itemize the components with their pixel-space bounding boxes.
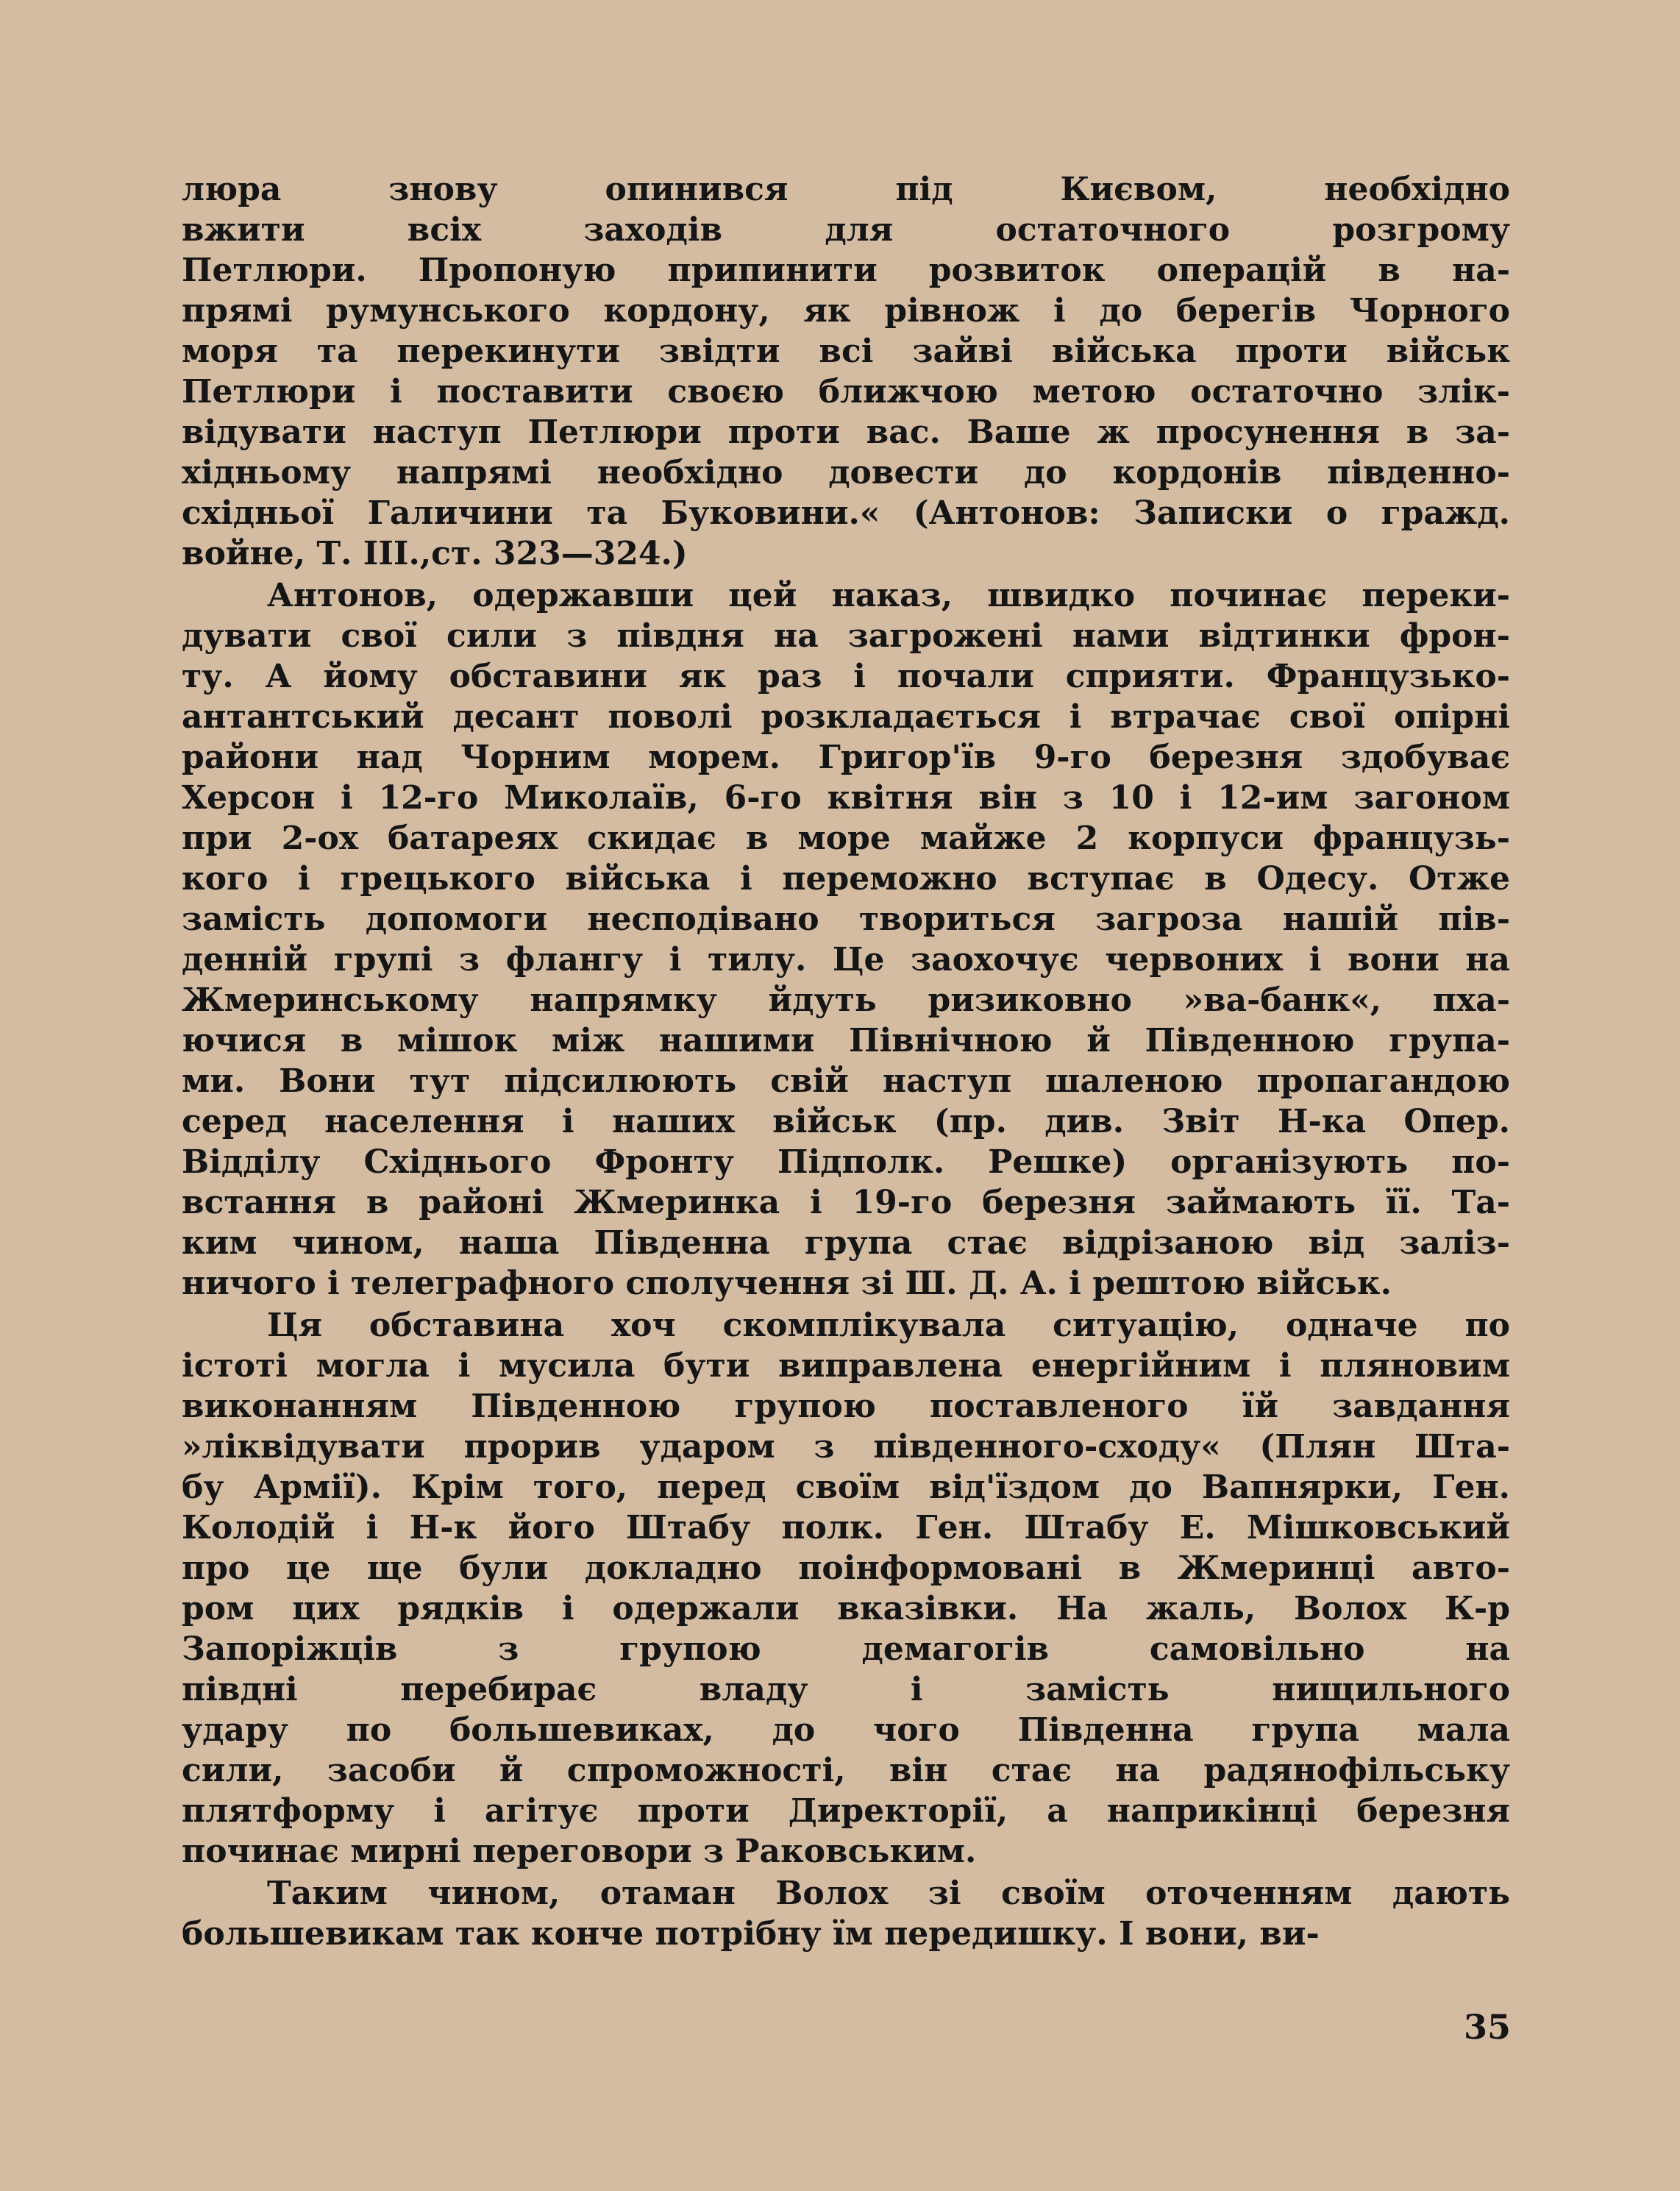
text-line: виконанням Південною групою поставленого їй завдання (182, 1388, 1510, 1425)
text-line: ничого і телеграфного сполучення зі Ш. Д. А. і рештою військ. (182, 1265, 1392, 1302)
text-line: ючися в мішок між нашими Північною й Південною група- (182, 1022, 1510, 1059)
text-line: вжити всіх заходів для остаточного розгрому (182, 211, 1510, 249)
text-line: антантський десант поволі розкладається і втрачає свої опірні (182, 698, 1510, 736)
text-line: люра знову опинився під Києвом, необхідно (182, 171, 1510, 208)
text-line: сили, засоби й спроможності, він стає на радянофільську (182, 1752, 1510, 1789)
text-line: ким чином, наша Південна група стає відрізаною від заліз- (182, 1224, 1510, 1262)
text-line: Херсон і 12-го Миколаїв, 6-го квітня він з 10 і 12-им загоном (182, 779, 1510, 817)
text-line: ми. Вони тут підсилюють свій наступ шаленою пропагандою (182, 1062, 1510, 1100)
text-line: Петлюри. Пропоную припинити розвиток операцій в на- (182, 252, 1510, 289)
text-line: ту. А йому обставини як раз і почали сприяти. Французько- (182, 658, 1510, 695)
text-line: Петлюри і поставити своєю ближчою метою остаточно злік- (182, 373, 1510, 411)
page-number: 35 (1463, 2007, 1511, 2047)
paragraph (182, 169, 1510, 574)
paragraph (182, 575, 1510, 1304)
text-line: ром цих рядків і одержали вказівки. На жаль, Волох К-р (182, 1590, 1510, 1627)
text-line: Відділу Східнього Фронту Підполк. Решке) організують по- (182, 1143, 1510, 1181)
text-line: про це ще були докладно поінформовані в Жмеринці авто- (182, 1549, 1510, 1587)
text-line: відувати наступ Петлюри проти вас. Ваше ж просунення в за- (182, 413, 1510, 451)
text-line: замість допомоги несподівано твориться загроза нашій пів- (182, 901, 1510, 938)
text-line: Колодій і Н-к його Штабу полк. Ген. Штабу Е. Мішковський (182, 1509, 1510, 1547)
text-line: райони над Чорним морем. Григор'їв 9-го березня здобуває (182, 739, 1510, 776)
text-line: істоті могла і мусила бути виправлена енергійним і пляновим (182, 1347, 1510, 1385)
text-line: прямі румунського кордону, як рівнож і до берегів Чорного (182, 292, 1510, 330)
text-line: при 2-ох батареях скидає в море майже 2 корпуси французь- (182, 820, 1510, 857)
paragraph (182, 1305, 1510, 1872)
text-line: войне, Т. III.,ст. 323—324.) (182, 535, 688, 572)
text-line: плятформу і агітує проти Директорії, а наприкінці березня (182, 1792, 1510, 1830)
text-line: большевикам так конче потрібну їм передишку. І вони, ви- (182, 1915, 1320, 1953)
text-line: Запоріжців з групою демагогів самовільно на (182, 1630, 1510, 1668)
body-text (182, 169, 1510, 1954)
text-line: »ліквідувати прорив ударом з південного-сходу« (Плян Шта- (182, 1428, 1510, 1466)
text-line: удару по большевиках, до чого Південна група мала (182, 1711, 1510, 1749)
text-line: починає мирні переговори з Раковським. (182, 1833, 977, 1870)
paragraph (182, 1873, 1510, 1954)
text-line: бу Армії). Крім того, перед своїм від'їздом до Вапнярки, Ген. (182, 1469, 1510, 1506)
text-line: Антонов, одержавши цей наказ, швидко починає переки- (267, 577, 1510, 614)
text-line: хідньому напрямі необхідно довести до кордонів південно- (182, 454, 1510, 491)
text-line: серед населення і наших військ (пр. див. Звіт Н-ка Опер. (182, 1103, 1510, 1140)
text-line: Ця обставина хоч скомплікувала ситуацію, одначе по (267, 1307, 1510, 1344)
text-line: східньої Галичини та Буковини.« (Антонов: Записки о гражд. (182, 494, 1510, 532)
text-line: встання в районі Жмеринка і 19-го березня займають її. Та- (182, 1184, 1510, 1221)
text-line: моря та перекинути звідти всі зайві війська проти військ (182, 333, 1510, 370)
text-line: дувати свої сили з півдня на загрожені нами відтинки фрон- (182, 617, 1510, 655)
text-line: півдні перебирає владу і замість нищильного (182, 1671, 1510, 1708)
text-line: Таким чином, отаман Волох зі своїм оточенням дають (267, 1875, 1510, 1912)
text-line: Жмеринському напрямку йдуть ризиковно »ва-банк«, пха- (182, 981, 1510, 1019)
text-line: кого і грецького війська і переможно вступає в Одесу. Отже (182, 860, 1510, 898)
text-line: денній групі з флангу і тилу. Це заохочує червоних і вони на (182, 941, 1510, 979)
